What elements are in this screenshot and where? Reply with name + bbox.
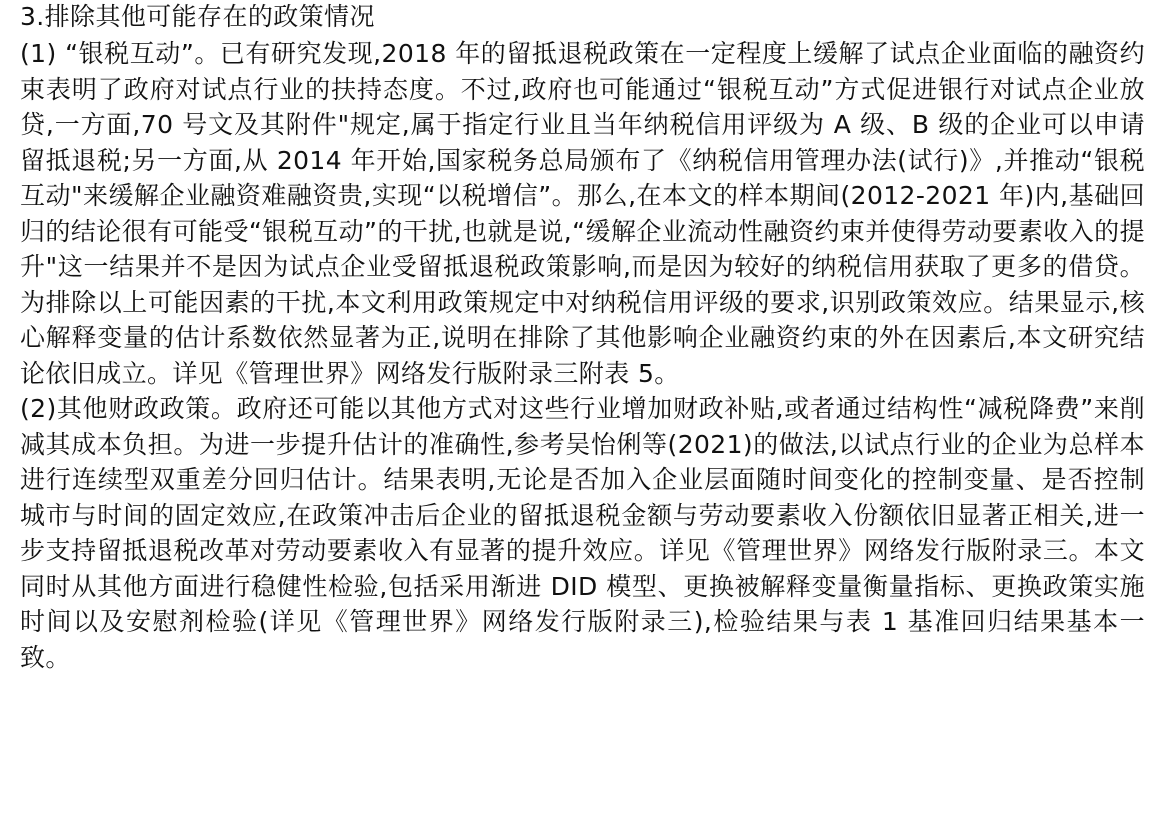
section-heading: 3.排除其他可能存在的政策情况 [20, 2, 375, 31]
paragraph-other-fiscal-policies: (2)其他财政政策。政府还可能以其他方式对这些行业增加财政补贴,或者通过结构性“减税降费”来削减其成本负担。为进一步提升估计的准确性,参考吴怡俐等(2021)的做法,以试点行业的企业为总样本进行连续型双重差分回归估计。结果表明,无论是否加入企业层面随时间变化的控制变量、是否控制城市与时间的固定效应,在政策冲击后企业的留抵退税金额与劳动要素收入份额依旧显著正相关,进一步支持留抵退税改革对劳动要素收入有显著的提升效应。详见《管理世界》网络发行版附录三。本文同时从其他方面进行稳健性检验,包括采用渐进 DID 模型、更换被解释变量衡量指标、更换政策实施时间以及安慰剂检验(详见《管理世界》网络发行版附录三),检验结果与表 1 基准回归结果基本一致。 [20, 394, 1145, 672]
paragraph-bank-tax-interaction: (1) “银税互动”。已有研究发现,2018 年的留抵退税政策在一定程度上缓解了试点企业面临的融资约束表明了政府对试点行业的扶持态度。不过,政府也可能通过“银税互动”方式促进银行对试点企业放贷,一方面,70 号文及其附件"规定,属于指定行业且当年纳税信用评级为 A 级、B 级的企业可以申请留抵退税;另一方面,从 2014 年开始,国家税务总局颁布了《纳税信用管理办法(试行)》,并推动“银税互动"来缓解企业融资难融资贵,实现“以税增信”。那么,在本文的样本期间(2012-2021 年)内,基础回归的结论很有可能受“银税互动”的干扰,也就是说,“缓解企业流动性融资约束并使得劳动要素收入的提升"这一结果并不是因为试点企业受留抵退税政策影响,而是因为较好的纳税信用获取了更多的借贷。为排除以上可能因素的干扰,本文利用政策规定中对纳税信用评级的要求,识别政策效应。结果显示,核心解释变量的估计系数依然显著为正,说明在排除了其他影响企业融资约束的外在因素后,本文研究结论依旧成立。详见《管理世界》网络发行版附录三附表 5。 [20, 39, 1145, 388]
